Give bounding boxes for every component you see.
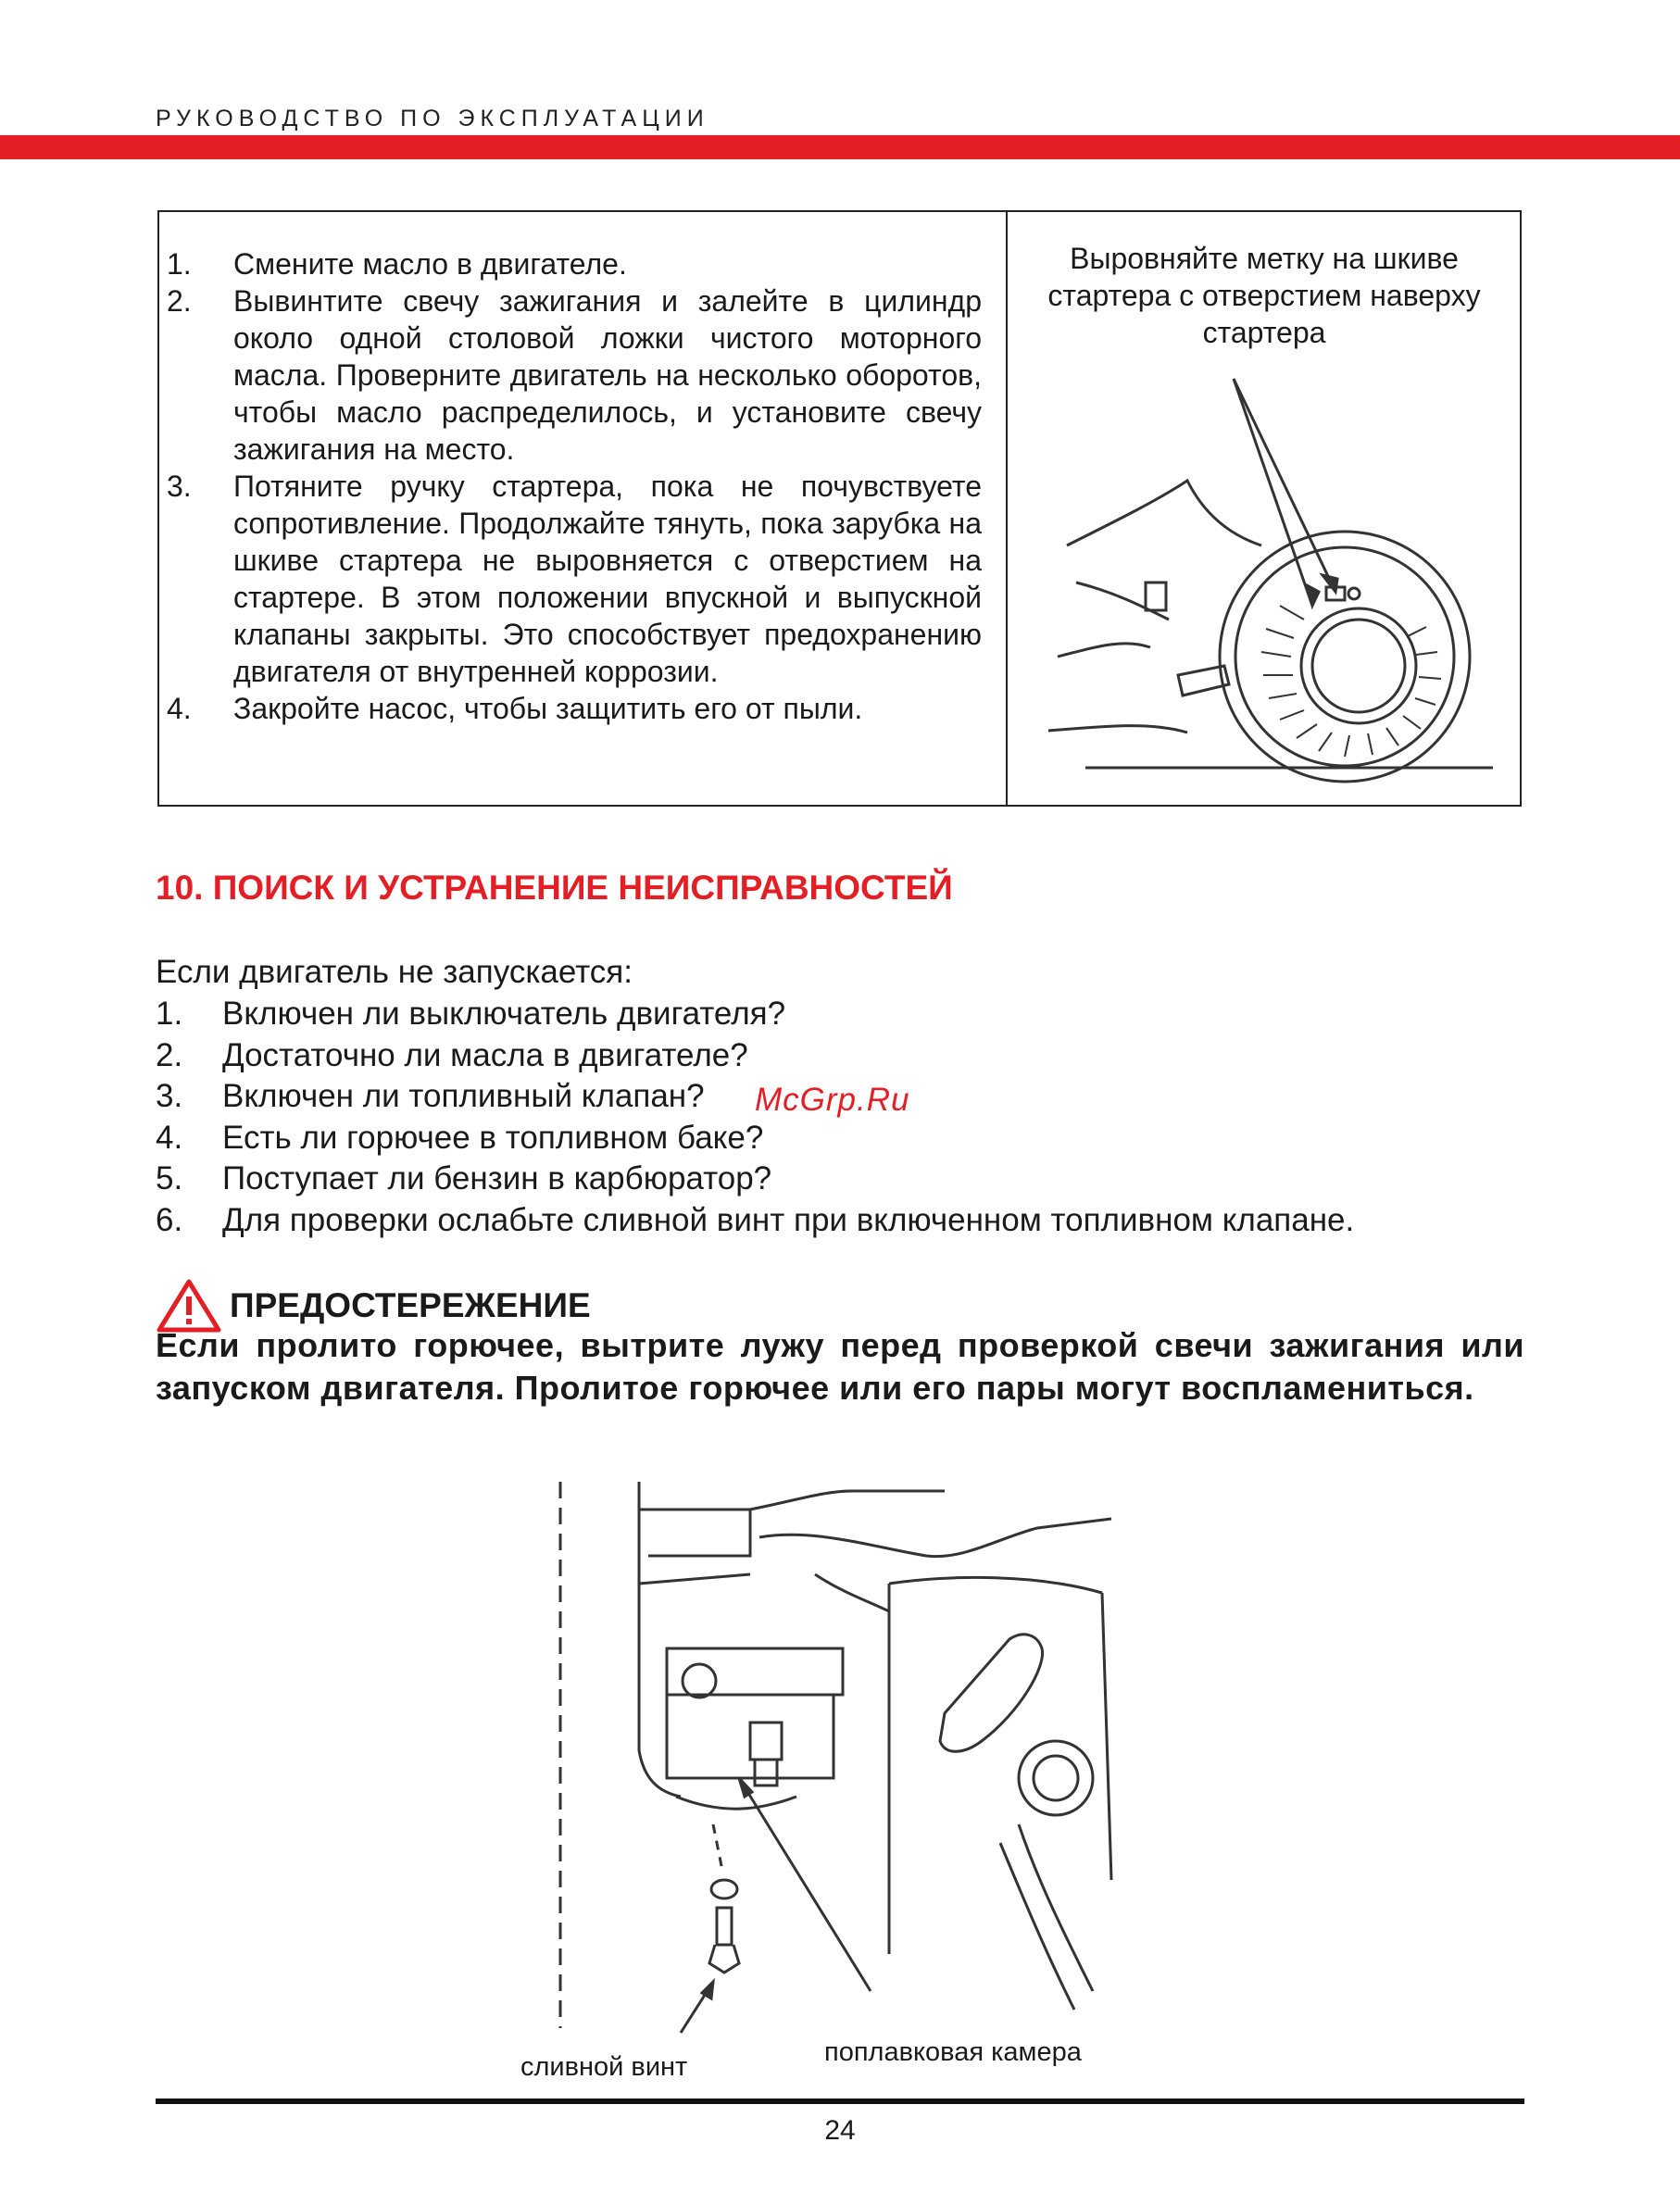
header-red-bar — [0, 135, 1680, 159]
starter-figure-caption: Выровняйте метку на шкиве стартера с отверстием наверху стартера — [1047, 242, 1481, 349]
step-number: 2. — [167, 284, 192, 318]
step-number: 1. — [167, 247, 192, 281]
maintenance-table — [157, 210, 1522, 807]
step-text: Смените масло в двигателе. — [233, 247, 627, 281]
step-text: Вывинтите свечу зажигания и залейте в цилиндр около одной столовой ложки чистого моторного масла. Проверните двигатель на несколько оборотов, чтобы масло распределилось, и установите свечу зажигания на место. — [233, 284, 982, 466]
check-number: 4. — [156, 1119, 183, 1156]
step-number: 4. — [167, 692, 192, 725]
watermark: McGrp.Ru — [755, 1082, 910, 1118]
warning-title-text: ПРЕДОСТЕРЕЖЕНИЕ — [230, 1286, 591, 1324]
check-text: Включен ли выключатель двигателя? — [222, 996, 786, 1032]
step-number: 3. — [167, 470, 192, 503]
list-item — [167, 282, 982, 468]
list-item — [167, 245, 982, 282]
list-item — [156, 1035, 1354, 1077]
check-number: 1. — [156, 996, 183, 1032]
table-divider — [1006, 212, 1008, 805]
label-drain-screw: сливной винт — [520, 2052, 688, 2082]
starter-pulley-illustration — [1048, 370, 1511, 796]
step-text: Закройте насос, чтобы защитить его от пыли. — [233, 692, 863, 725]
check-text: Включен ли топливный клапан? — [222, 1078, 705, 1114]
list-item — [156, 1200, 1354, 1242]
check-text: Поступает ли бензин в карбюратор? — [222, 1160, 772, 1196]
page-number: 24 — [824, 2115, 856, 2146]
list-item — [156, 1159, 1354, 1200]
warning-text: Если пролито горючее, вытрите лужу перед проверкой свечи зажигания или запуском двигателя. Пролитое горючее или его пары могут воспламениться. — [156, 1326, 1524, 1407]
footer-rule — [156, 2099, 1524, 2104]
check-text: Для проверки ослабьте сливной винт при включенном топливном клапане. — [222, 1201, 1355, 1238]
step-text: Потяните ручку стартера, пока не почувствуете сопротивление. Продолжайте тянуть, пока зарубка на шкиве стартера не выровняется с отверстием на стартере. В этом положении впускной и выпускной клапаны закрыты. Это способствует предохранению двигателя от внутренней коррозии. — [233, 470, 982, 688]
list-item — [167, 690, 982, 727]
header-title: РУКОВОДСТВО ПО ЭКСПЛУАТАЦИИ — [156, 106, 709, 132]
troubleshooting-intro: Если двигатель не запускается: — [156, 954, 633, 990]
section-heading: 10. ПОИСК И УСТРАНЕНИЕ НЕИСПРАВНОСТЕЙ — [156, 869, 953, 907]
check-number: 5. — [156, 1160, 183, 1196]
list-item — [167, 468, 982, 690]
carburetor-drain-illustration — [519, 1472, 1167, 2065]
check-number: 3. — [156, 1078, 183, 1114]
check-number: 6. — [156, 1201, 183, 1238]
storage-steps-list — [167, 245, 982, 727]
list-item — [156, 1118, 1354, 1159]
check-text: Достаточно ли масла в двигателе? — [222, 1036, 748, 1073]
check-text: Есть ли горючее в топливном баке? — [222, 1119, 764, 1156]
check-number: 2. — [156, 1036, 183, 1073]
list-item — [156, 994, 1354, 1035]
label-float-chamber: поплавковая камера — [824, 2037, 1082, 2067]
